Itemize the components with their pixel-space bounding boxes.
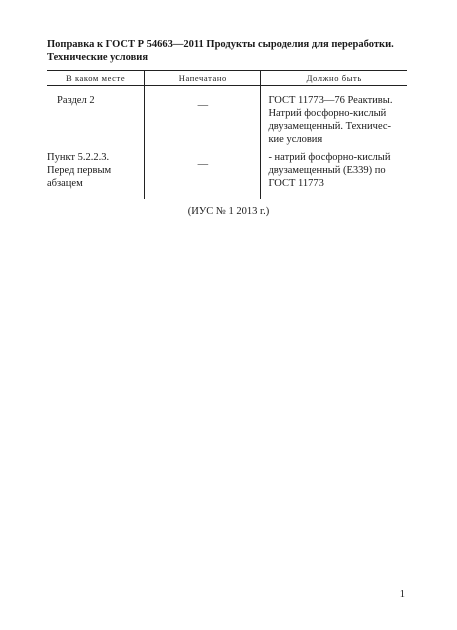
row-location xyxy=(47,146,145,199)
source-note: (ИУС № 1 2013 г.) xyxy=(187,206,270,217)
row-should-be xyxy=(261,146,407,199)
should-be-line: - натрий фосфорно-кислый xyxy=(268,152,391,163)
table-row xyxy=(47,86,407,147)
location-line: Пункт 5.2.2.3. xyxy=(47,152,110,163)
should-be-line: двузамещенный (Е339) по xyxy=(268,165,386,176)
header-printed: Напечатано xyxy=(145,71,261,86)
title-line-2: Технические условия xyxy=(47,52,149,63)
table-header-row xyxy=(47,71,407,86)
row-location xyxy=(47,86,145,147)
header-should-be: Должно быть xyxy=(261,71,407,86)
should-be-line: ГОСТ 11773 xyxy=(268,178,324,189)
should-be-line: ГОСТ 11773—76 Реактивы. xyxy=(268,95,393,106)
title-line-1: Поправка к ГОСТ Р 54663—2011 Продукты сыроделия для переработки. xyxy=(47,39,394,50)
row-printed: — xyxy=(145,146,261,199)
should-be-line: Натрий фосфорно-кислый xyxy=(268,108,387,119)
should-be-line: двузамещенный. Техничес- xyxy=(268,121,392,132)
row-printed: — xyxy=(145,86,261,147)
location-line: Перед первым xyxy=(47,165,112,176)
location-line: Раздел 2 xyxy=(57,95,95,106)
corrections-table xyxy=(47,70,407,199)
header-location: В каком месте xyxy=(47,71,145,86)
page-number: 1 xyxy=(399,589,405,600)
document-title xyxy=(47,38,407,64)
location-line: абзацем xyxy=(47,178,83,189)
should-be-line: кие условия xyxy=(268,134,323,145)
table-row xyxy=(47,146,407,199)
row-should-be xyxy=(261,86,407,147)
